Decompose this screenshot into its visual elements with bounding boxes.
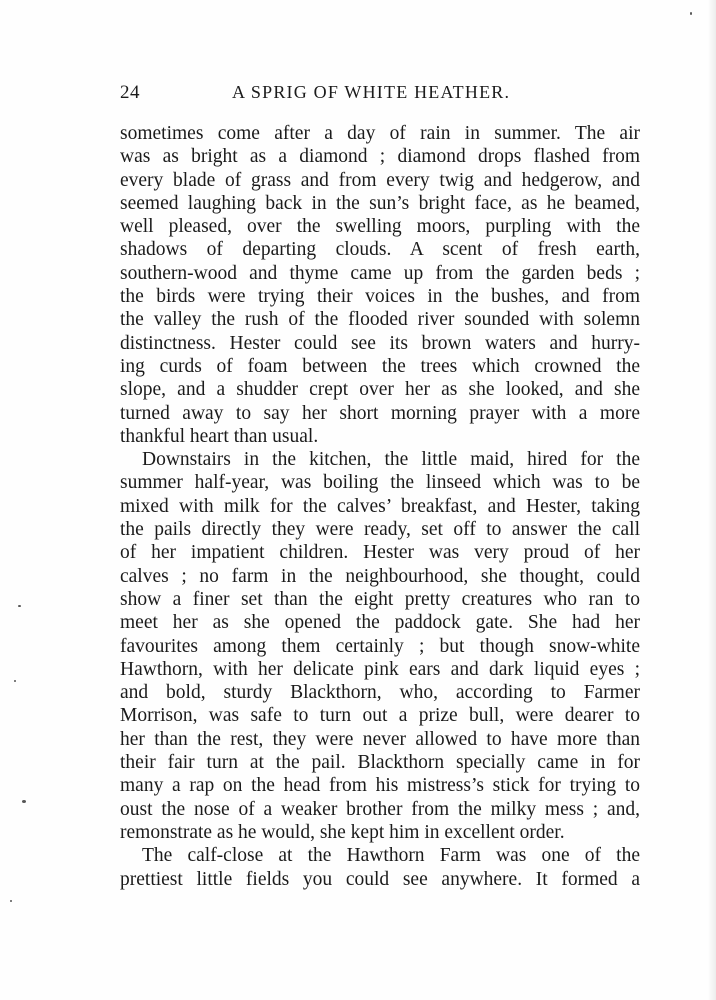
text-line: remonstrate as he would, she kept him in excellent order. bbox=[120, 821, 565, 843]
text-line: southern-wood and thyme came up from the garden beds ; bbox=[120, 262, 640, 284]
scan-speck bbox=[18, 605, 21, 607]
text-line: her than the rest, they were never allowed to have more than bbox=[120, 728, 640, 750]
text-line: the valley the rush of the flooded river sounded with solemn bbox=[120, 309, 640, 331]
text-line: meet her as she opened the paddock gate. She had her bbox=[120, 612, 640, 634]
text-line: seemed laughing back in the sun’s bright face, as he beamed, bbox=[120, 192, 640, 214]
text-line: shadows of departing clouds. A scent of fresh earth, bbox=[120, 239, 640, 261]
text-line: The calf-close at the Hawthorn Farm was one of the bbox=[142, 845, 640, 867]
book-title: A SPRIG OF WHITE HEATHER. bbox=[232, 82, 511, 102]
text-line: prettiest little fields you could see anywhere. It formed a bbox=[120, 868, 640, 890]
text-line: well pleased, over the swelling moors, purpling with the bbox=[120, 216, 640, 238]
text-line: was as bright as a diamond ; diamond drops flashed from bbox=[120, 146, 640, 168]
text-line: calves ; no farm in the neighbourhood, she thought, could bbox=[120, 565, 640, 587]
page-edge-shadow bbox=[708, 0, 716, 1000]
text-line: oust the nose of a weaker brother from the milky mess ; and, bbox=[120, 798, 640, 820]
text-line: their fair turn at the pail. Blackthorn specially came in for bbox=[120, 752, 640, 774]
text-line: Morrison, was safe to turn out a prize bull, were dearer to bbox=[120, 705, 640, 727]
text-line: of her impatient children. Hester was very proud of her bbox=[120, 542, 640, 564]
scan-speck bbox=[14, 680, 16, 682]
text-line: the pails directly they were ready, set off to answer the call bbox=[120, 519, 640, 541]
text-line: Hawthorn, with her delicate pink ears and dark liquid eyes ; bbox=[120, 658, 640, 680]
page-number: 24 bbox=[120, 82, 140, 103]
text-line: slope, and a shudder crept over her as she looked, and she bbox=[120, 379, 640, 401]
text-line: turned away to say her short morning prayer with a more bbox=[120, 402, 640, 424]
text-line: favourites among them certainly ; but though snow-white bbox=[120, 635, 640, 657]
text-line: ing curds of foam between the trees which crowned the bbox=[120, 355, 640, 377]
text-line: thankful heart than usual. bbox=[120, 425, 319, 447]
body-text bbox=[120, 122, 640, 891]
text-line: many a rap on the head from his mistress’s stick for trying to bbox=[120, 775, 640, 797]
running-head bbox=[120, 82, 640, 106]
scan-speck bbox=[22, 800, 26, 803]
text-line: sometimes come after a day of rain in summer. The air bbox=[120, 123, 640, 144]
text-line: and bold, sturdy Blackthorn, who, according to Farmer bbox=[120, 682, 640, 704]
scan-speck bbox=[10, 900, 12, 902]
text-line: every blade of grass and from every twig and hedgerow, and bbox=[120, 169, 640, 191]
scan-speck bbox=[690, 12, 692, 15]
text-line: mixed with milk for the calves’ breakfast, and Hester, taking bbox=[120, 495, 640, 517]
text-line: distinctness. Hester could see its brown waters and hurry- bbox=[120, 332, 640, 354]
text-line: show a finer set than the eight pretty creatures who ran to bbox=[120, 588, 640, 610]
text-line: Downstairs in the kitchen, the little maid, hired for the bbox=[142, 449, 640, 471]
text-line: summer half-year, was boiling the linseed which was to be bbox=[120, 472, 640, 494]
text-line: the birds were trying their voices in the bushes, and from bbox=[120, 286, 640, 308]
